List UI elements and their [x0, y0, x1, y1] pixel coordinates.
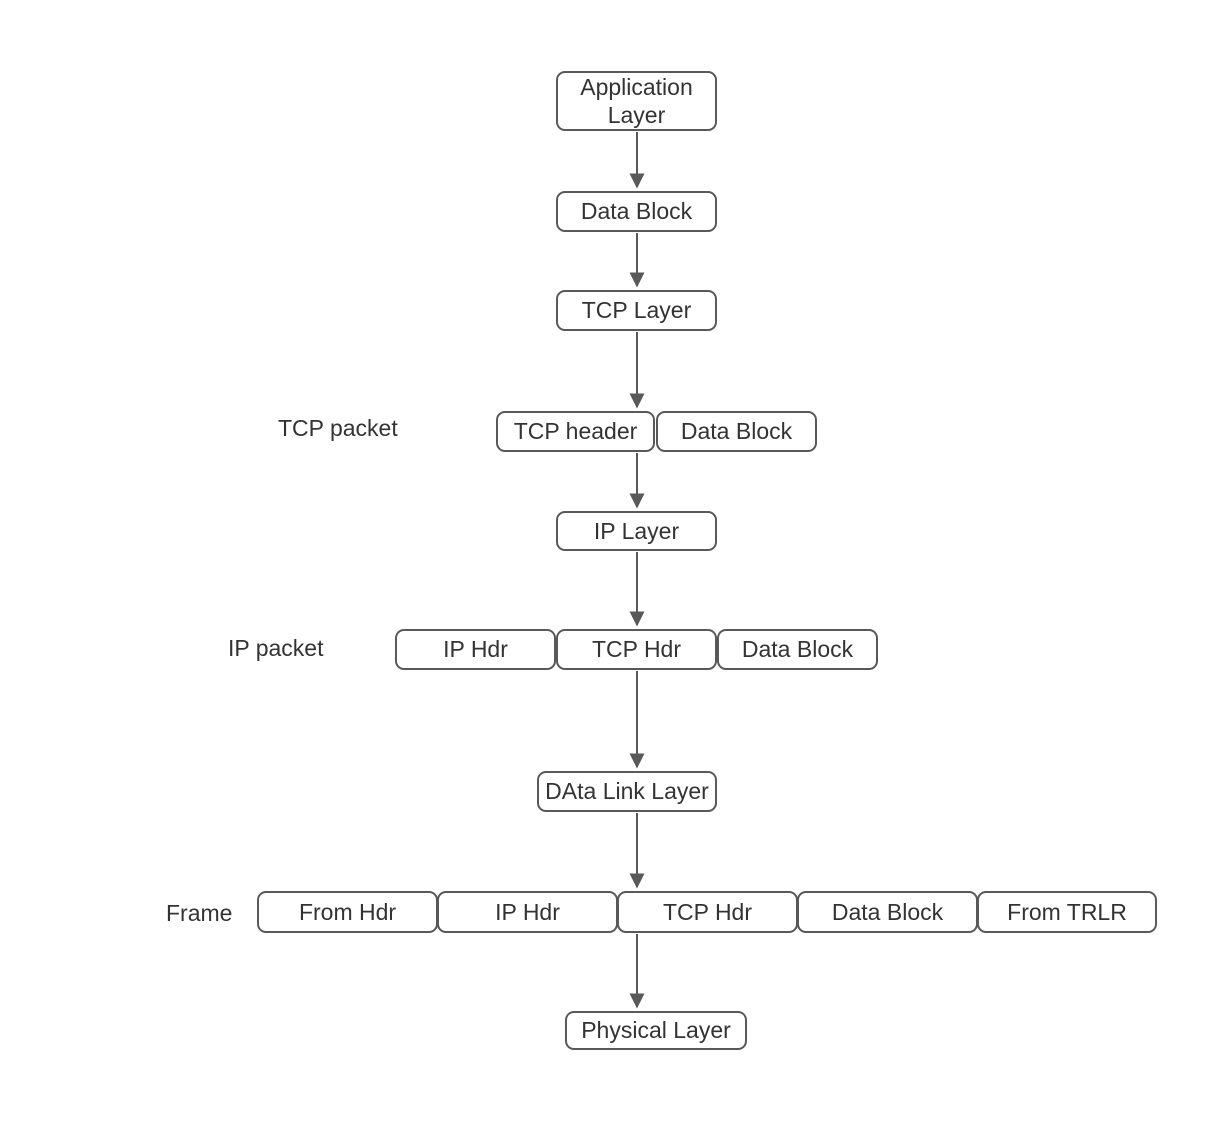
label-tcp-packet: TCP packet — [278, 415, 398, 442]
node-ip-layer: IP Layer — [556, 511, 717, 551]
label-frame: Frame — [166, 900, 233, 927]
node-frame-from-trlr: From TRLR — [977, 891, 1157, 933]
node-application-layer: Application Layer — [556, 71, 717, 131]
node-data-block-top: Data Block — [556, 191, 717, 232]
node-tcp-packet-data-block: Data Block — [656, 411, 817, 452]
node-data-link-layer: DAta Link Layer — [537, 771, 717, 812]
node-tcp-layer: TCP Layer — [556, 290, 717, 331]
node-frame-ip-hdr: IP Hdr — [437, 891, 618, 933]
node-tcp-header: TCP header — [496, 411, 655, 452]
label-ip-packet: IP packet — [228, 635, 324, 662]
node-ip-packet-ip-hdr: IP Hdr — [395, 629, 556, 670]
node-frame-tcp-hdr: TCP Hdr — [617, 891, 798, 933]
node-ip-packet-tcp-hdr: TCP Hdr — [556, 629, 717, 670]
node-frame-from-hdr: From Hdr — [257, 891, 438, 933]
node-physical-layer: Physical Layer — [565, 1011, 747, 1050]
node-frame-data-block: Data Block — [797, 891, 978, 933]
node-ip-packet-data-block: Data Block — [717, 629, 878, 670]
